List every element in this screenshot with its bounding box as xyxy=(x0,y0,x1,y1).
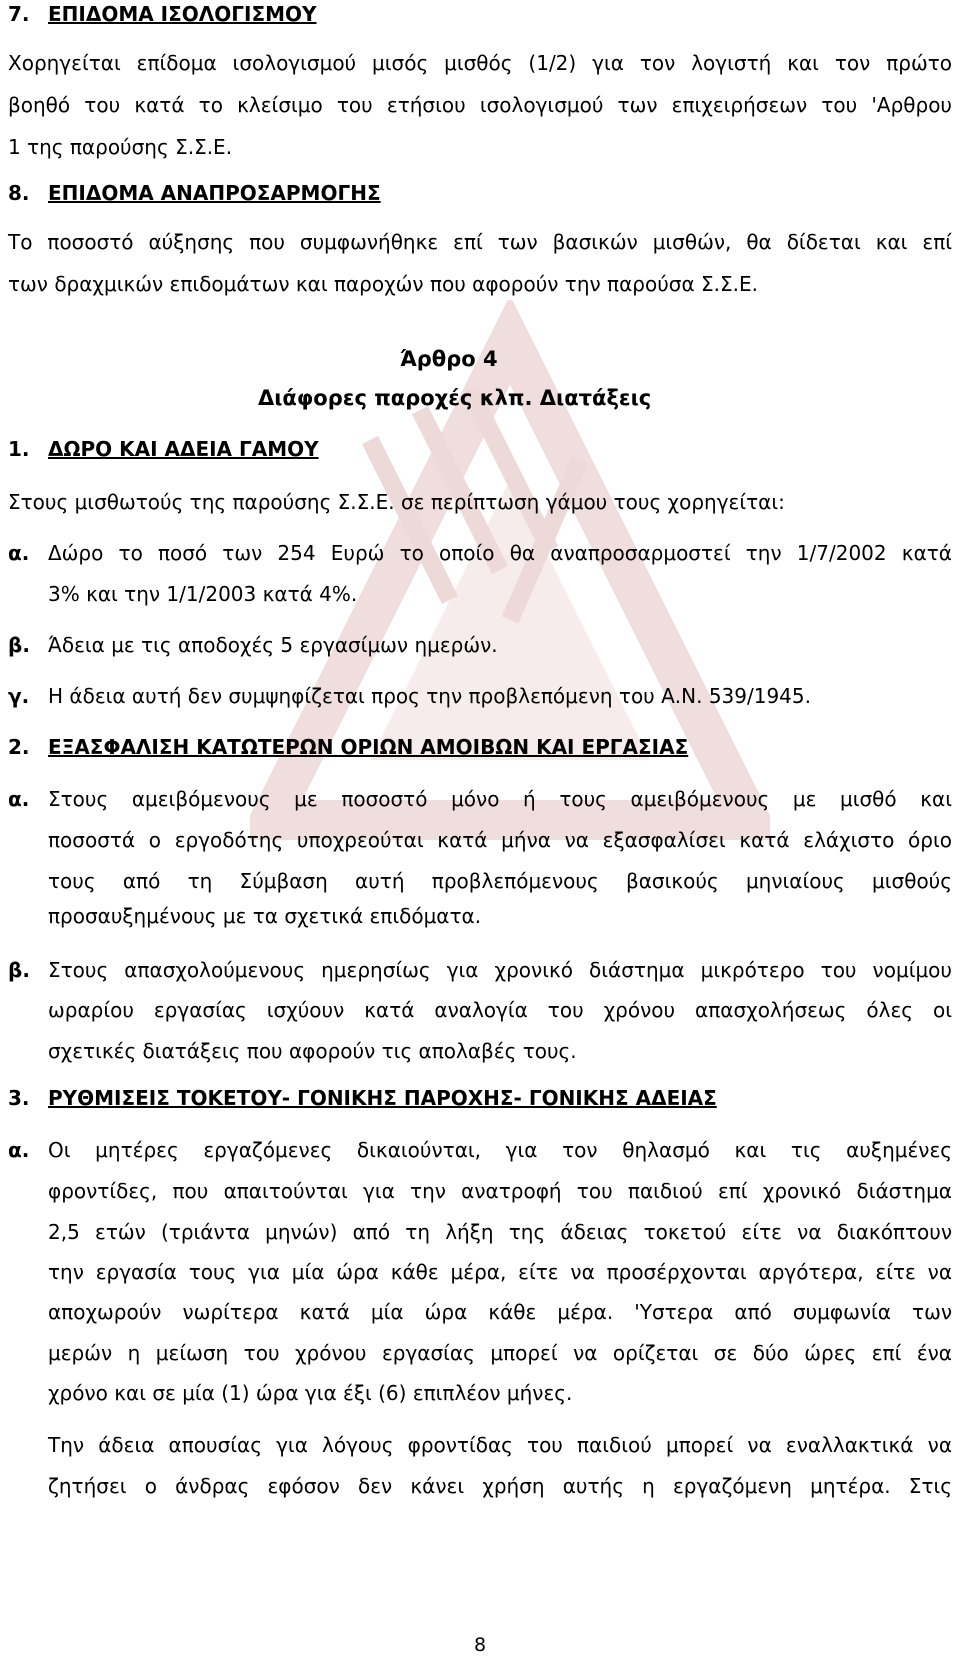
watermark-logo xyxy=(250,300,770,860)
text-line: αποχωρούν νωρίτερα κατά μία ώρα κάθε μέρα. 'Υστερα από συμφωνία των xyxy=(48,1300,952,1324)
text-line: προσαυξημένους με τα σχετικά επιδόματα. xyxy=(48,904,482,928)
text-line: Στους μισθωτούς της παρούσης Σ.Σ.Ε. σε περίπτωση γάμου τους χορηγείται: xyxy=(8,490,785,514)
item-marker: β. xyxy=(8,958,30,982)
section-7-heading xyxy=(8,2,317,26)
text-line: σχετικές διατάξεις που αφορούν τις απολαβές τους. xyxy=(48,1039,577,1063)
text-line: χρόνο και σε μία (1) ώρα για έξι (6) επιπλέον μήνες. xyxy=(48,1381,573,1405)
text-line: τους από τη Σύμβαση αυτή προβλεπόμενους βασικούς μηνιαίους μισθούς xyxy=(48,869,952,893)
section-number: 3. xyxy=(8,1086,30,1110)
text-line: των δραχμικών επιδομάτων και παροχών που αφορούν την παρούσα Σ.Σ.Ε. xyxy=(8,272,758,296)
section-1-heading xyxy=(8,437,319,461)
text-line: Το ποσοστό αύξησης που συμφωνήθηκε επί των βασικών μισθών, θα δίδεται και επί xyxy=(8,230,952,254)
text-line: Την άδεια απουσίας για λόγους φροντίδας του παιδιού μπορεί να εναλλακτικά να xyxy=(48,1433,952,1457)
text-line: Άδεια με τις αποδοχές 5 εργασίμων ημερών. xyxy=(48,633,498,657)
section-title: ΡΥΘΜΙΣΕΙΣ ΤΟΚΕΤΟΥ- ΓΟΝΙΚΗΣ ΠΑΡΟΧΗΣ- ΓΟΝΙΚΗΣ ΑΔΕΙΑΣ xyxy=(48,1086,717,1110)
text-line: Στους αμειβόμενους με ποσοστό μόνο ή τους αμειβόμενους με μισθό και xyxy=(48,787,952,811)
item-marker: γ. xyxy=(8,684,30,708)
section-number: 8. xyxy=(8,181,30,205)
text-line: Οι μητέρες εργαζόμενες δικαιούνται, για τον θηλασμό και τις αυξημένες xyxy=(48,1138,952,1162)
section-number: 2. xyxy=(8,735,30,759)
text-line: Δώρο το ποσό των 254 Ευρώ το οποίο θα αναπροσαρμοστεί την 1/7/2002 κατά xyxy=(48,541,952,565)
text-line: ποσοστά ο εργοδότης υποχρεούται κατά μήνα να εξασφαλίσει κατά ελάχιστο όριο xyxy=(48,828,952,852)
section-3-heading xyxy=(8,1086,717,1110)
text-line: φροντίδες, που απαιτούνται για την ανατροφή του παιδιού επί χρονικό διάστημα xyxy=(48,1179,952,1203)
text-line: την εργασία τους για μία ώρα κάθε μέρα, είτε να προσέρχονται αργότερα, είτε να xyxy=(48,1260,952,1284)
section-2-heading xyxy=(8,735,688,759)
section-number: 1. xyxy=(8,437,30,461)
item-marker: α. xyxy=(8,787,30,811)
text-line: μερών η μείωση του χρόνου εργασίας μπορεί να ορίζεται σε δύο ώρες επί ένα xyxy=(48,1341,952,1365)
section-8-heading xyxy=(8,181,381,205)
item-marker: α. xyxy=(8,1138,30,1162)
section-title: ΕΠΙΔΟΜΑ ΙΣΟΛΟΓΙΣΜΟΥ xyxy=(48,2,317,26)
text-line: Χορηγείται επίδομα ισολογισμού μισός μισθός (1/2) για τον λογιστή και τον πρώτο xyxy=(8,51,952,75)
item-marker: β. xyxy=(8,633,30,657)
section-number: 7. xyxy=(8,2,30,26)
section-title: ΔΩΡΟ ΚΑΙ ΑΔΕΙΑ ΓΑΜΟΥ xyxy=(48,437,319,461)
section-title: ΕΠΙΔΟΜΑ ΑΝΑΠΡΟΣΑΡΜΟΓΗΣ xyxy=(48,181,381,205)
section-title: ΕΞΑΣΦΑΛΙΣΗ ΚΑΤΩΤΕΡΩΝ ΟΡΙΩΝ ΑΜΟΙΒΩΝ ΚΑΙ ΕΡΓΑΣΙΑΣ xyxy=(48,735,689,759)
text-line: βοηθό του κατά το κλείσιμο του ετήσιου ισολογισμού των επιχειρήσεων του 'Αρθρου xyxy=(8,93,952,117)
text-line: 3% και την 1/1/2003 κατά 4%. xyxy=(48,582,358,606)
article-title: Διάφορες παροχές κλπ. Διατάξεις xyxy=(258,386,652,410)
article-number: Άρθρο 4 xyxy=(400,347,498,371)
text-line: ωραρίου εργασίας ισχύουν κατά αναλογία του χρόνου απασχολήσεως όλες οι xyxy=(48,998,952,1022)
text-line: Στους απασχολούμενους ημερησίως για χρονικό διάστημα μικρότερο του νομίμου xyxy=(48,958,952,982)
item-marker: α. xyxy=(8,541,30,565)
text-line: Η άδεια αυτή δεν συμψηφίζεται προς την προβλεπόμενη του Α.Ν. 539/1945. xyxy=(48,684,811,708)
text-line: 1 της παρούσης Σ.Σ.Ε. xyxy=(8,135,233,159)
text-line: 2,5 ετών (τριάντα μηνών) από τη λήξη της άδειας τοκετού είτε να διακόπτουν xyxy=(48,1220,952,1244)
page-number: 8 xyxy=(473,1634,487,1656)
text-line: ζητήσει ο άνδρας εφόσον δεν κάνει χρήση αυτής η εργαζόμενη μητέρα. Στις xyxy=(48,1474,952,1498)
